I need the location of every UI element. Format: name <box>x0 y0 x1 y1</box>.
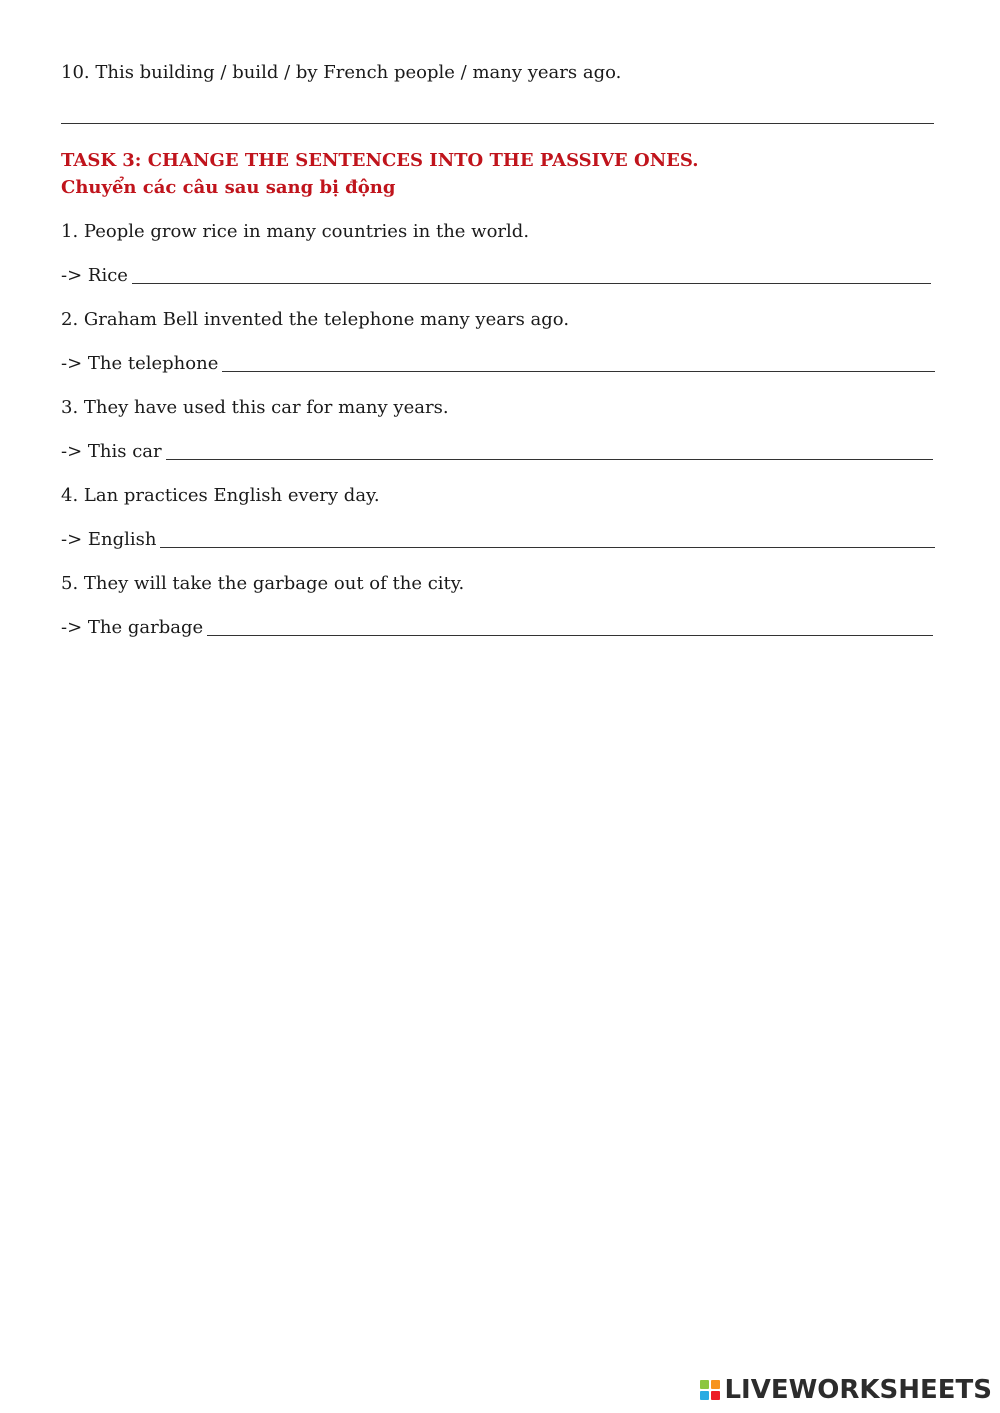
item-1-answer-row <box>61 265 931 287</box>
item-3-prompt: 3. They have used this car for many years. <box>61 397 449 418</box>
task-title: TASK 3: CHANGE THE SENTENCES INTO THE PASSIVE ONES. <box>61 150 699 171</box>
item-1-answer-field[interactable] <box>132 265 931 284</box>
liveworksheets-logo-text: LIVEWORKSHEETS <box>724 1375 992 1405</box>
item-2-answer-lead: -> The telephone <box>61 353 219 374</box>
item-1-answer-lead: -> Rice <box>61 265 128 286</box>
logo-square-2 <box>711 1380 720 1389</box>
item-3-answer-row <box>61 441 933 463</box>
item-2-answer-row <box>61 353 935 375</box>
previous-item-answer-field[interactable] <box>61 106 934 124</box>
item-2-answer-field[interactable] <box>222 353 935 372</box>
item-3-answer-field[interactable] <box>166 441 933 460</box>
liveworksheets-logo <box>700 1375 992 1405</box>
item-1-prompt: 1. People grow rice in many countries in the world. <box>61 221 530 242</box>
previous-item-prompt: 10. This building / build / by French people / many years ago. <box>61 62 622 83</box>
item-2-prompt: 2. Graham Bell invented the telephone many years ago. <box>61 309 570 330</box>
item-4-answer-field[interactable] <box>160 529 935 548</box>
item-5-answer-field[interactable] <box>207 617 933 636</box>
item-4-answer-lead: -> English <box>61 529 157 550</box>
item-5-answer-lead: -> The garbage <box>61 617 204 638</box>
item-4-answer-row <box>61 529 935 551</box>
logo-square-4 <box>711 1391 720 1400</box>
task-subtitle: Chuyển các câu sau sang bị động <box>61 177 396 198</box>
item-3-answer-lead: -> This car <box>61 441 162 462</box>
item-5-prompt: 5. They will take the garbage out of the city. <box>61 573 465 594</box>
liveworksheets-logo-icon <box>700 1380 720 1400</box>
logo-square-3 <box>700 1391 709 1400</box>
item-4-prompt: 4. Lan practices English every day. <box>61 485 380 506</box>
item-5-answer-row <box>61 617 933 639</box>
logo-square-1 <box>700 1380 709 1389</box>
